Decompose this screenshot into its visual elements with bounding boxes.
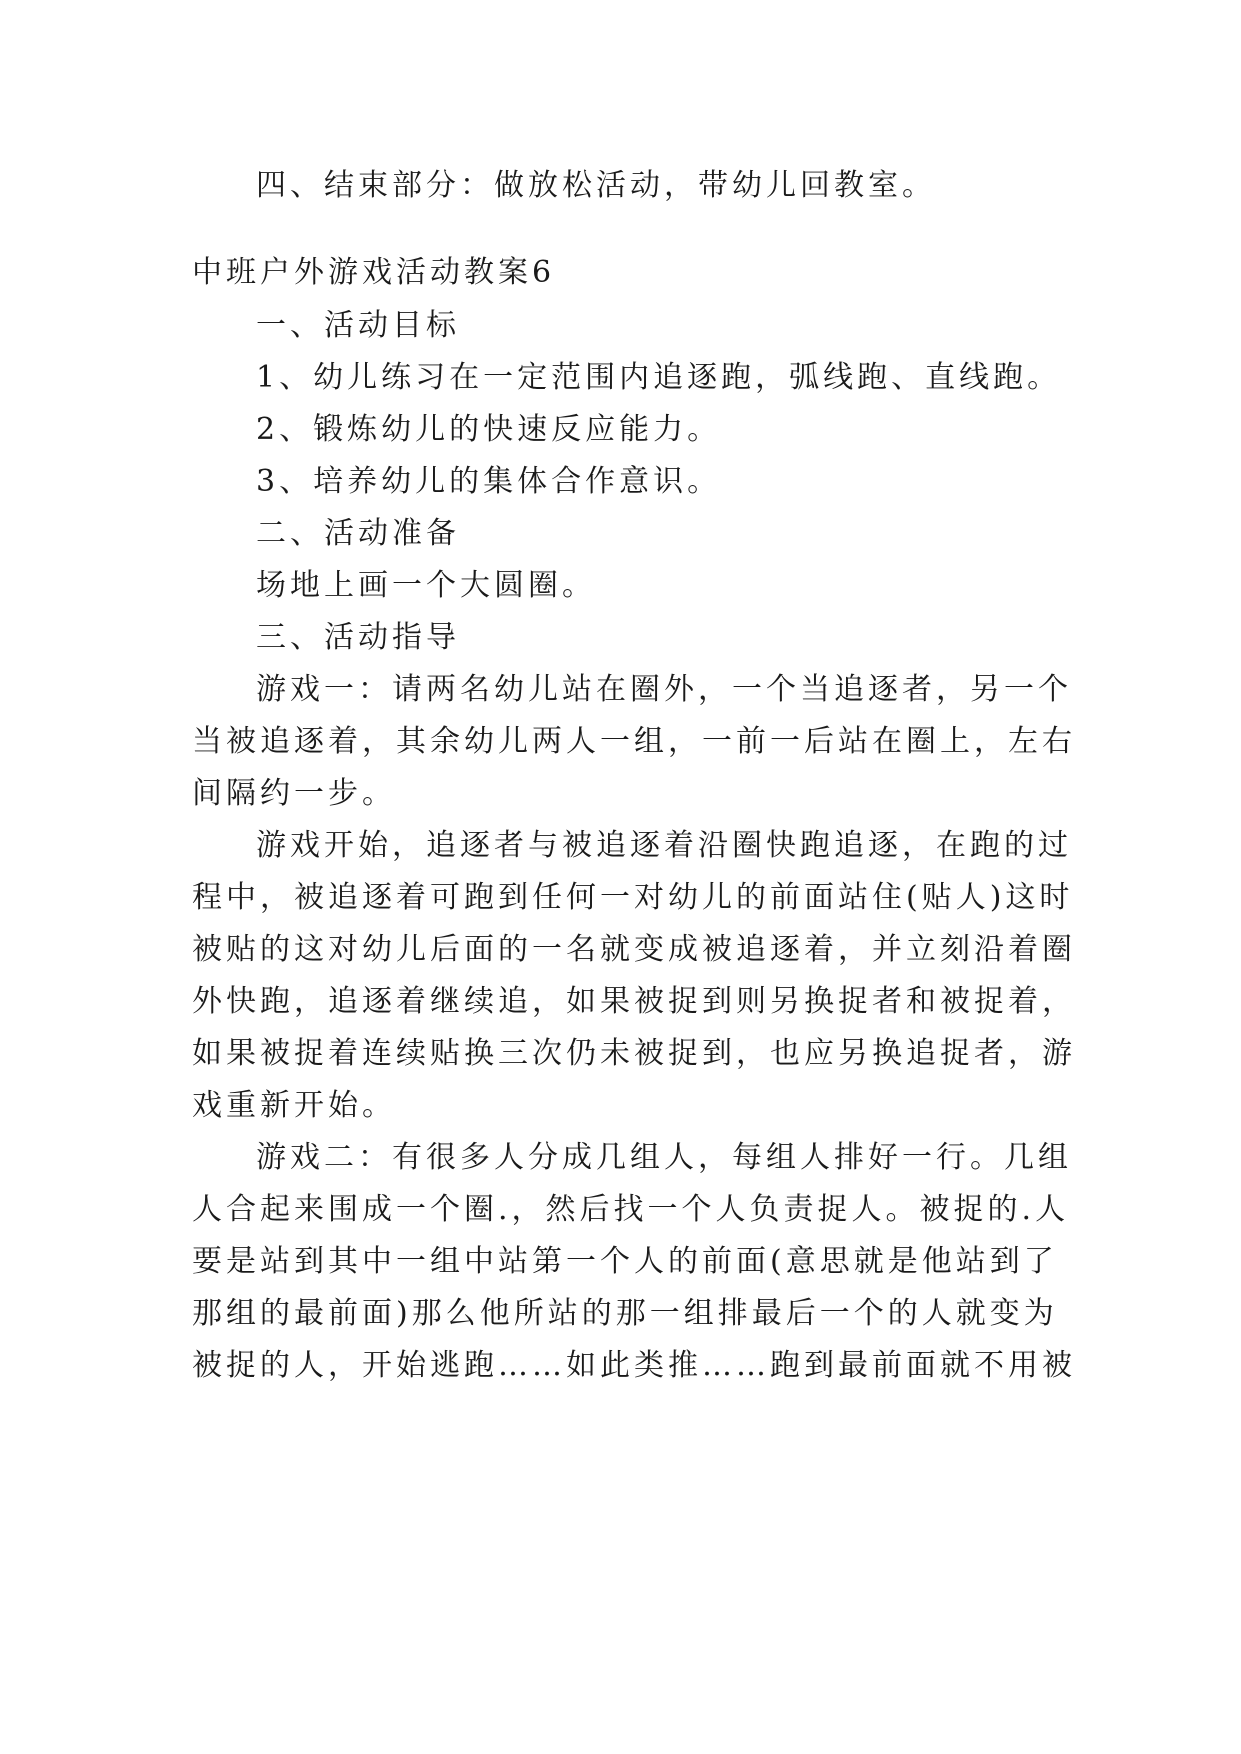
heading-objectives: 一、活动目标 xyxy=(256,308,460,343)
heading-guidance: 三、活动指导 xyxy=(256,620,460,655)
game-two-line-2: 人合起来围成一个圈.，然后找一个人负责捉人。被捉的.人 xyxy=(192,1192,1070,1227)
game-rules-line-1: 游戏开始，追逐者与被追逐着沿圈快跑追逐，在跑的过 xyxy=(256,828,1072,863)
objective-item-1: 1、幼儿练习在一定范围内追逐跑，弧线跑、直线跑。 xyxy=(256,360,1062,395)
game-two-line-1: 游戏二：有很多人分成几组人，每组人排好一行。几组 xyxy=(256,1140,1072,1175)
game-rules-line-4: 外快跑，追逐着继续追，如果被捉到则另换捉者和被捉着， xyxy=(192,984,1076,1019)
game-rules-line-6: 戏重新开始。 xyxy=(192,1088,396,1123)
objective-item-3: 3、培养幼儿的集体合作意识。 xyxy=(256,464,722,499)
game-rules-line-2: 程中，被追逐着可跑到任何一对幼儿的前面站住(贴人)这时 xyxy=(192,880,1074,915)
section-title: 中班户外游戏活动教案6 xyxy=(192,255,556,290)
game-one-line-3: 间隔约一步。 xyxy=(192,776,396,811)
preparation-text: 场地上画一个大圆圈。 xyxy=(256,568,596,603)
game-one-line-2: 当被追逐着，其余幼儿两人一组，一前一后站在圈上，左右 xyxy=(192,724,1076,759)
closing-paragraph: 四、结束部分：做放松活动，带幼儿回教室。 xyxy=(256,168,936,203)
game-rules-line-5: 如果被捉着连续贴换三次仍未被捉到，也应另换追捉者，游 xyxy=(192,1036,1076,1071)
heading-preparation: 二、活动准备 xyxy=(256,516,460,551)
objective-item-2: 2、锻炼幼儿的快速反应能力。 xyxy=(256,412,722,447)
game-two-line-5: 被捉的人，开始逃跑……如此类推……跑到最前面就不用被 xyxy=(192,1348,1076,1383)
game-rules-line-3: 被贴的这对幼儿后面的一名就变成被追逐着，并立刻沿着圈 xyxy=(192,932,1076,967)
game-one-line-1: 游戏一：请两名幼儿站在圈外，一个当追逐者，另一个 xyxy=(256,672,1072,707)
game-two-line-3: 要是站到其中一组中站第一个人的前面(意思就是他站到了 xyxy=(192,1244,1058,1279)
game-two-line-4: 那组的最前面)那么他所站的那一组排最后一个的人就变为 xyxy=(192,1296,1058,1331)
